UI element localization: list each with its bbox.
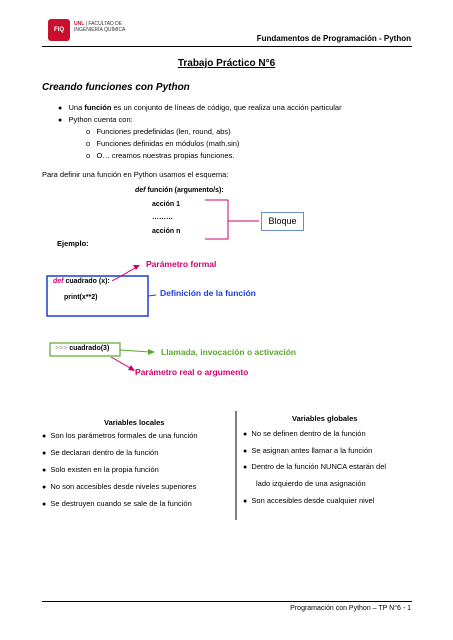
footer-divider [42,601,412,602]
globales-item: ● No se definen dentro de la función [243,429,366,438]
arrowhead-llamada [148,349,155,355]
circle-bullet-icon: o [86,139,91,148]
sub-bullet-item: o O… creamos nuestras propias funciones. [86,151,235,160]
bullet-dot-icon: ● [42,433,47,440]
param-real-label: Parámetro real o argumento [135,367,249,377]
schema-action-n: acción n [152,228,181,235]
arrow-llamada [120,350,150,352]
globales-title: Variables globales [292,414,358,423]
locales-item: ● No son accesibles desde niveles superiores [42,482,197,491]
globales-item: ● Son accesibles desde cualquier nivel [243,496,375,505]
bullet-item: ● Python cuenta con: [58,115,133,124]
header-title: Fundamentos de Programación - Python [256,34,411,43]
bullet-dot-icon: ● [58,117,63,124]
circle-bullet-icon: o [86,127,91,136]
arrow-param-formal [112,267,137,281]
sub-bullet-item: o Funciones definidas en módulos (math.sin) [86,139,240,148]
bullet-dot-icon: ● [243,448,248,455]
locales-item: ● Solo existen en la propia función [42,465,159,474]
call-code-line: >>> cuadrado(3) [55,345,110,352]
bullet-dot-icon: ● [42,501,47,508]
bullet-dot-icon: ● [58,105,63,112]
faculty-logo: FIQ [48,19,70,41]
schema-ellipsis: ……… [152,214,173,221]
logo-unl: UNL [74,21,85,27]
locales-title: Variables locales [104,418,165,427]
bullet-dot-icon: ● [243,464,248,471]
globales-item-continued: lado izquierdo de una asignación [256,479,366,488]
locales-item: ● Se declaran dentro de la función [42,448,159,457]
block-bracket [205,200,228,239]
code-def-line: def cuadrado (x): [53,278,110,285]
arrow-definicion [148,295,156,296]
logo-line2: INGENIERÍA QUÍMICA [74,27,126,33]
circle-bullet-icon: o [86,151,91,160]
example-label: Ejemplo: [57,239,89,248]
schema-action-1: acción 1 [152,201,181,208]
bullet-dot-icon: ● [243,431,248,438]
logo-line1: | FACULTAD DE [84,21,123,27]
definicion-label: Definición de la función [160,288,256,298]
bloque-box: Bloque [261,212,304,231]
code-body-line: print(x**2) [64,294,98,301]
document-title: Trabajo Práctico N°6 [177,58,276,69]
bullet-dot-icon: ● [42,467,47,474]
globales-item: ● Se asignan antes llamar a la función [243,446,373,455]
schema-intro: Para definir una función en Python usamos el esquema: [42,170,229,179]
sub-bullet-item: o Funciones predefinidas (len, round, abs) [86,127,231,136]
bullet-dot-icon: ● [42,484,47,491]
param-formal-label: Parámetro formal [146,259,217,269]
section-title: Creando funciones con Python [42,82,190,93]
globales-item: ● Dentro de la función NUNCA estarán del [243,462,387,471]
locales-item: ● Son los parámetros formales de una función [42,431,198,440]
locales-item: ● Se destruyen cuando se sale de la función [42,499,192,508]
bullet-dot-icon: ● [243,498,248,505]
bullet-item: ● Una función es un conjunto de líneas de código, que realiza una acción particular [58,103,342,112]
llamada-label: Llamada, invocación o activación [161,347,297,357]
footer-text: Programación con Python – TP N°6 - 1 [290,605,411,612]
arrowhead-param-real [128,365,135,371]
arrow-param-real [111,357,132,369]
schema-def-line: def función (argumento/s): [135,187,224,194]
bullet-dot-icon: ● [42,450,47,457]
arrowhead-param-formal [133,265,140,270]
